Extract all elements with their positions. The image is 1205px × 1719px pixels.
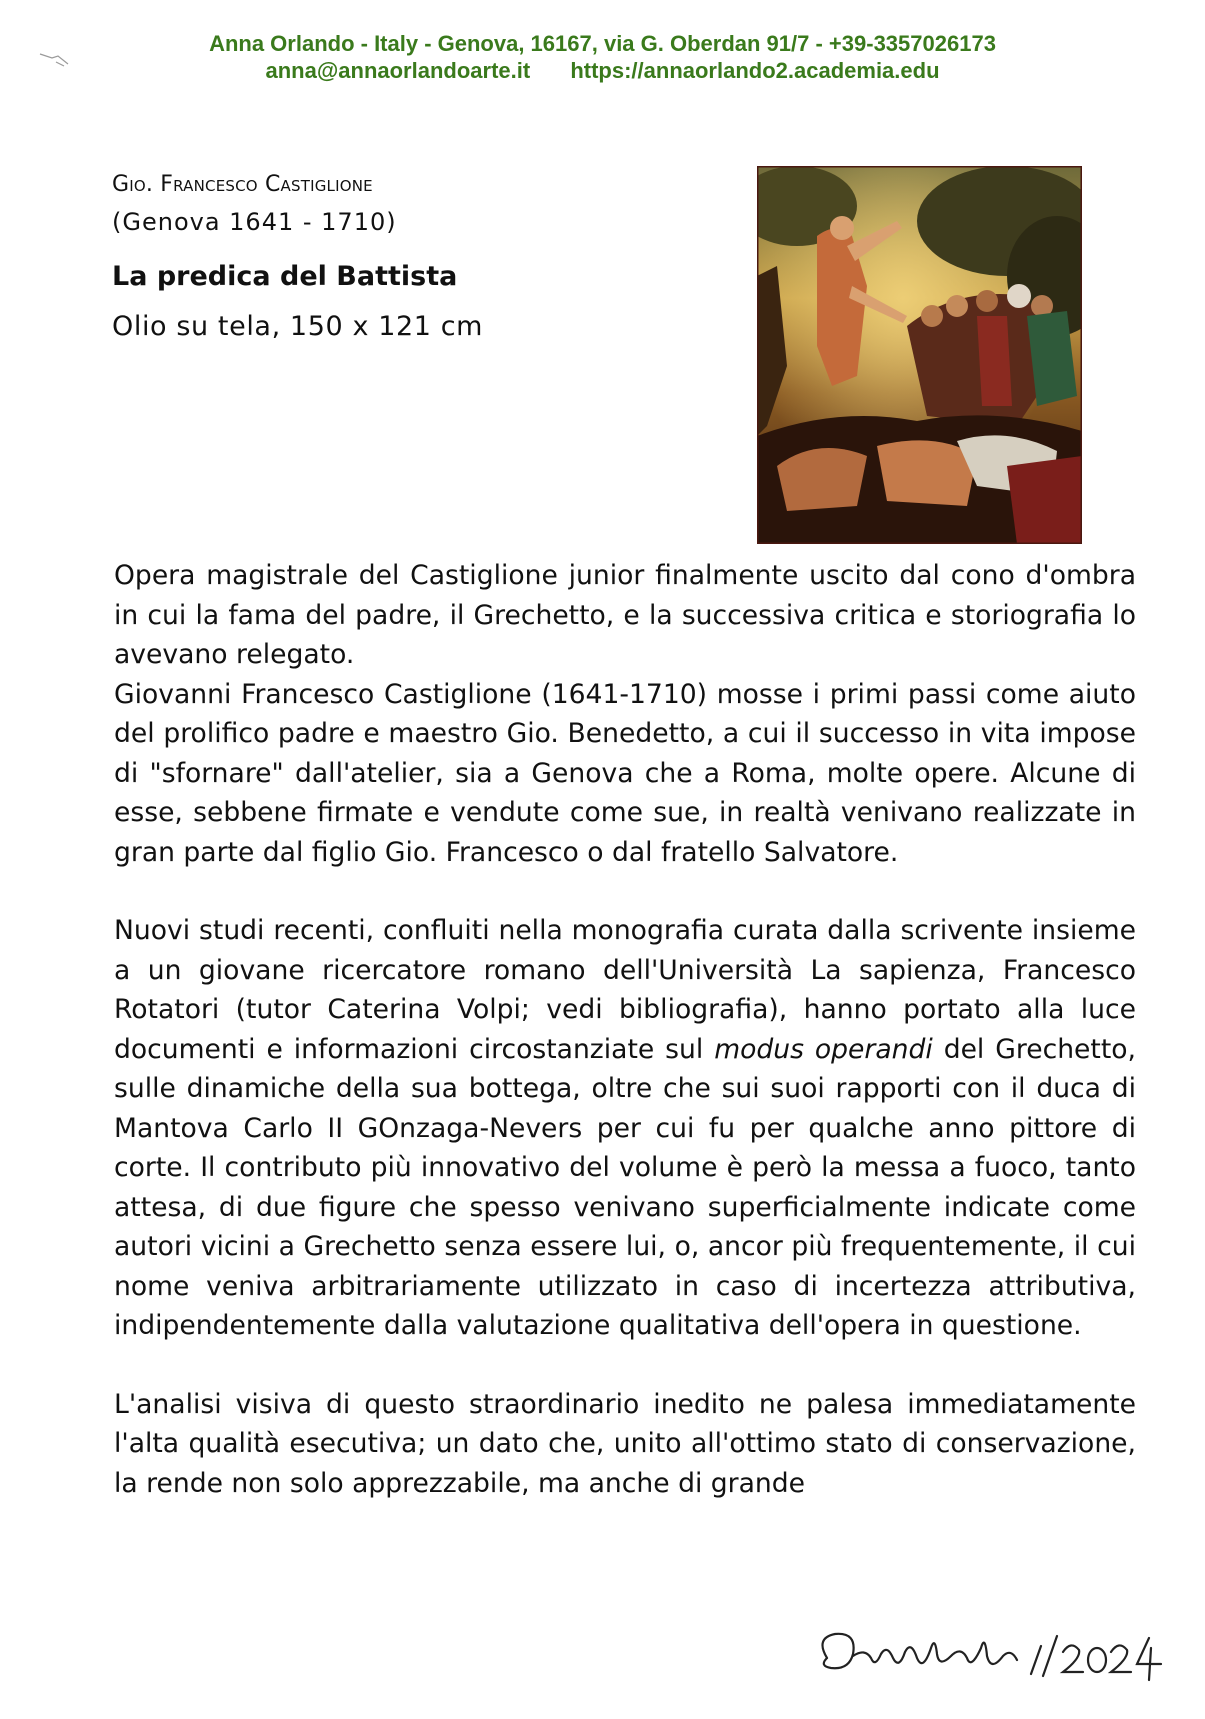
letterhead-address: Anna Orlando - Italy - Genova, 16167, via G. Oberdan 91/7 - +39-3357026173: [209, 31, 996, 56]
letterhead: [0, 30, 1205, 84]
painting-image: [757, 166, 1082, 544]
paragraph-studies-part2: del Grechetto, sulle dinamiche della sua bottega, oltre che sui suoi rapporti con il duca di Mantova Carlo II GOnzaga-Nevers per cui fu per qualche anno pittore di corte. Il contributo più innovativo del volume è però la messa a fuoco, tanto attesa, di due figure che spesso venivano superficialmente indicate come autori vicini a Grechetto senza essere lui, o, ancor più frequentemente, il cui nome veniva arbitrariamente utilizzato in caso di incertezza attributiva, indipendentemente dalla valutazione qualitativa dell'opera in questione.: [114, 1033, 1136, 1341]
artwork-medium: Olio su tela, 150 x 121 cm: [112, 311, 484, 342]
letterhead-email[interactable]: anna@annaorlandoarte.it: [265, 58, 531, 83]
paragraph-analysis: L'analisi visiva di questo straordinario inedito ne palesa immediatamente l'alta qualità esecutiva; un dato che, unito all'ottimo stato di conservazione, la rende non solo apprezzabile, ma anche di grande: [114, 1388, 1136, 1499]
letterhead-contacts: [0, 57, 1205, 84]
pen-scribble-mark: [38, 46, 88, 76]
paragraph-studies: [114, 911, 1136, 1346]
paragraph-intro: Opera magistrale del Castiglione junior finalmente uscito dal cono d'ombra in cui la fama del padre, il Grechetto, e la successiva critica e storiografia lo avevano relegato.: [114, 560, 1136, 670]
handwritten-signature: [805, 1618, 1165, 1688]
paragraph-studies-part1: Nuovi studi recenti, confluiti nella monografia curata dalla scrivente insieme a un giovane ricercatore romano dell'Università La sapienza, Francesco Rotatori (tutor Caterina Volpi; vedi bibliografia), hanno portato alla luce documenti e informazioni circostanziate sul: [114, 915, 1136, 1065]
modus-operandi-emphasis: modus operandi: [714, 1033, 933, 1065]
letterhead-website[interactable]: https://annaorlando2.academia.edu: [570, 58, 940, 83]
artwork-title: La predica del Battista: [112, 261, 458, 292]
paragraph-biography: Giovanni Francesco Castiglione (1641-1710) mosse i primi passi come aiuto del prolifico padre e maestro Gio. Benedetto, a cui il successo in vita impose di "sfornare" dall'atelier, sia a Genova che a Roma, molte opere. Alcune di esse, sebbene firmate e vendute come sue, in realtà venivano realizzate in gran parte dal figlio Gio. Francesco o dal fratello Salvatore.: [114, 678, 1136, 868]
body-text: [114, 556, 1136, 1503]
artist-name: Gio. Francesco Castiglione: [112, 172, 373, 197]
artist-dates: (Genova 1641 - 1710): [112, 208, 397, 236]
